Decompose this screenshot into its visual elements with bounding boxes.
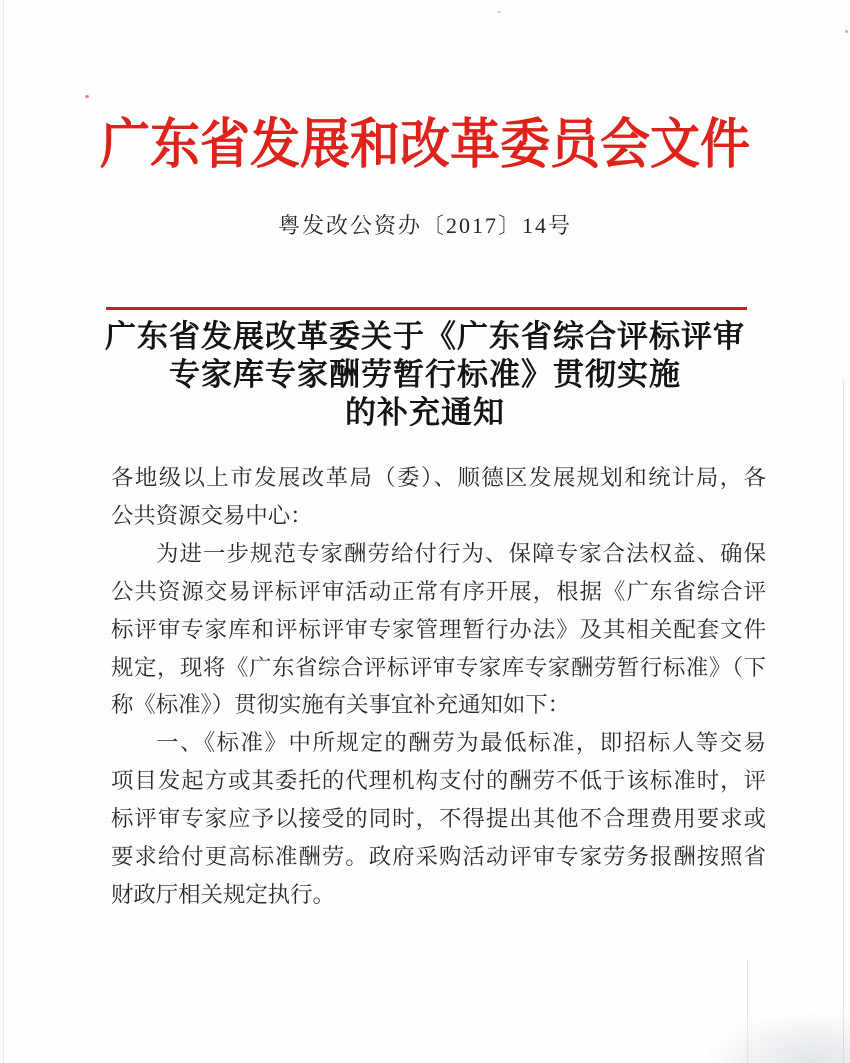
body-line-item-one: 一、《标准》中所规定的酬劳为最低标准，即招标人等交易 [156,730,766,756]
body-line: 规定，现将《广东省综合评标评审专家库专家酬劳暂行标准》（下 [111,654,766,680]
document-body [111,459,766,914]
scan-speck [845,30,848,33]
scan-speck [85,95,89,98]
body-line: 为进一步规范专家酬劳给付行为、保障专家合法权益、确保 [156,540,766,566]
body-line: 公共资源交易评标评审活动正常有序开展，根据《广东省综合评 [111,578,766,604]
body-line: 标评审专家库和评标评审专家管理暂行办法》及其相关配套文件 [111,616,766,642]
letterhead-org-title: 广东省发展和改革委员会文件 [100,113,750,175]
body-line: 财政厅相关规定执行。 [111,881,335,907]
document-title-line-2: 专家库专家酬劳暂行标准》贯彻实施 [169,357,681,392]
body-line: 标评审专家应予以接受的同时，不得提出其他不合理费用要求或 [111,806,766,832]
body-line: 称《标准》）贯彻实施有关事宜补充通知如下： [111,692,571,718]
document-title [0,318,850,432]
body-line-salutation-2: 公共资源交易中心： [111,502,313,528]
scan-edge-line-right [843,380,844,1063]
scan-speck [497,11,501,13]
red-divider-line [106,307,747,310]
body-line: 项目发起方或其委托的代理机构支付的酬劳不低于该标准时，评 [111,768,766,794]
scan-edge-line-left [3,0,4,1063]
document-title-line-1: 广东省发展改革委关于《广东省综合评标评审 [105,319,745,354]
document-title-line-3: 的补充通知 [345,395,505,430]
document-number: 粤发改公资办〔2017〕14号 [277,213,572,238]
scan-corner-shadow [700,1010,850,1063]
body-line: 要求给付更高标准酬劳。政府采购活动评审专家劳务报酬按照省 [111,844,766,870]
body-line-salutation-1: 各地级以上市发展改革局（委）、顺德区发展规划和统计局，各 [111,465,766,490]
